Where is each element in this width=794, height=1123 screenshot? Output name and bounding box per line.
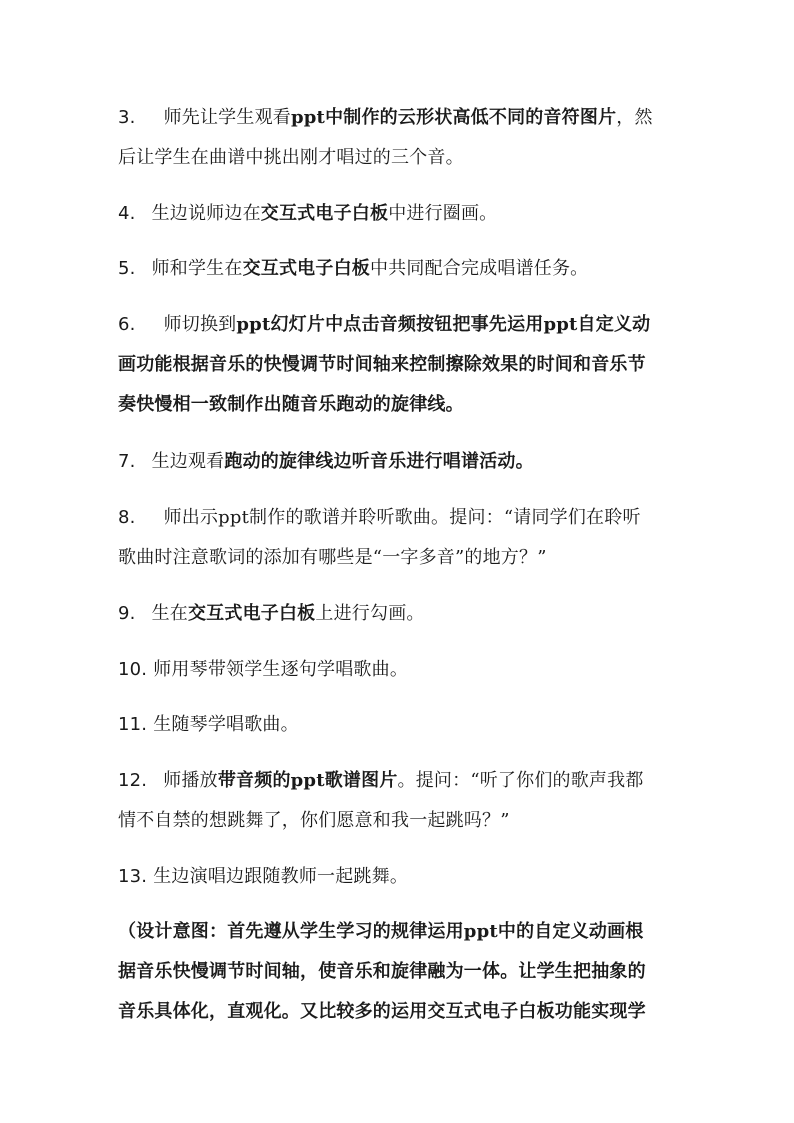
item-6-number: 6. — [118, 314, 136, 335]
item-8-text-a: 师出示ppt制作的歌谱并聆听歌曲。提问：“请同学们在聆听 — [163, 507, 641, 528]
item-12-text-a: 师播放 — [163, 770, 218, 791]
item-5-line-1 — [118, 257, 588, 281]
item-8-line-1 — [118, 506, 641, 530]
item-3-line-1 — [118, 106, 653, 130]
item-11-text-a: 生随琴学唱歌曲。 — [153, 714, 299, 735]
item-6-text-b: ppt幻灯片中点击音频按钮把事先运用ppt自定义动 — [236, 314, 651, 335]
item-13-text-a: 生边演唱边跟随教师一起跳舞。 — [153, 866, 409, 887]
item-7-text-b: 跑动的旋律线边听音乐进行唱谱活动。 — [224, 451, 534, 472]
item-4-line-1 — [118, 202, 497, 226]
item-8-line-2 — [118, 546, 547, 570]
item-9-line-1 — [118, 602, 425, 626]
item-10-line-1 — [118, 658, 408, 682]
item-12-text-c: 。提问：“听了你们的歌声我都 — [397, 770, 644, 791]
item-7-number: 7. — [118, 451, 136, 472]
item-6-text-c: 画功能根据音乐的快慢调节时间轴来控制擦除效果的时间和音乐节 — [118, 354, 646, 375]
item-5-text-c: 中共同配合完成唱谱任务。 — [369, 258, 589, 279]
item-8-text-b: 歌曲时注意歌词的添加有哪些是“一字多音”的地方？” — [118, 547, 547, 568]
item-10-number: 10. — [118, 659, 148, 680]
item-3-text-c: ，然 — [616, 107, 653, 128]
item-6-text-d: 奏快慢相一致制作出随音乐跑动的旋律线。 — [118, 394, 464, 415]
item-12-number: 12. — [118, 770, 148, 791]
item-3-number: 3. — [118, 107, 136, 128]
item-12-text-d: 情不自禁的想跳舞了，你们愿意和我一起跳吗？” — [118, 810, 510, 831]
item-13-number: 13. — [118, 866, 148, 887]
item-5-number: 5. — [118, 258, 136, 279]
item-6-line-3 — [118, 393, 464, 417]
item-3-text-d: 后让学生在曲谱中挑出刚才唱过的三个音。 — [118, 147, 464, 168]
item-11-number: 11. — [118, 714, 148, 735]
item-12-text-b: 带音频的ppt歌谱图片 — [217, 770, 398, 791]
item-7-text-a: 生边观看 — [151, 451, 225, 472]
design-intent-line-2 — [118, 960, 646, 984]
item-4-text-a: 生边说师边在 — [151, 203, 261, 224]
item-4-text-b: 交互式电子白板 — [260, 203, 389, 224]
item-5-text-b: 交互式电子白板 — [242, 258, 370, 279]
item-3-text-a: 师先让学生观看 — [163, 107, 291, 128]
item-4-text-c: 中进行圈画。 — [388, 203, 498, 224]
item-10-text-a: 师用琴带领学生逐句学唱歌曲。 — [153, 659, 409, 680]
design-intent-text-3: 音乐具体化，直观化。又比较多的运用交互式电子白板功能实现学 — [118, 1001, 646, 1022]
item-6-line-2 — [118, 353, 646, 377]
item-13-line-1 — [118, 865, 408, 889]
item-9-text-b: 交互式电子白板 — [187, 603, 316, 624]
design-intent-text-1: （设计意图：首先遵从学生学习的规律运用ppt中的自定义动画根 — [118, 921, 644, 942]
item-5-text-a: 师和学生在 — [151, 258, 243, 279]
item-9-number: 9. — [118, 603, 136, 624]
design-intent-text-2: 据音乐快慢调节时间轴，使音乐和旋律融为一体。让学生把抽象的 — [118, 961, 646, 982]
item-12-line-1 — [118, 769, 644, 793]
item-12-line-2 — [118, 809, 510, 833]
item-8-number: 8. — [118, 507, 136, 528]
item-6-line-1 — [118, 313, 650, 337]
item-3-line-2 — [118, 146, 464, 170]
item-4-number: 4. — [118, 203, 136, 224]
item-11-line-1 — [118, 713, 299, 737]
item-6-text-a: 师切换到 — [163, 314, 237, 335]
item-7-line-1 — [118, 450, 534, 474]
item-9-text-c: 上进行勾画。 — [315, 603, 425, 624]
item-3-text-b: ppt中制作的云形状高低不同的音符图片 — [290, 107, 617, 128]
design-intent-line-3 — [118, 1000, 646, 1024]
item-9-text-a: 生在 — [151, 603, 188, 624]
design-intent-line-1 — [118, 920, 643, 944]
